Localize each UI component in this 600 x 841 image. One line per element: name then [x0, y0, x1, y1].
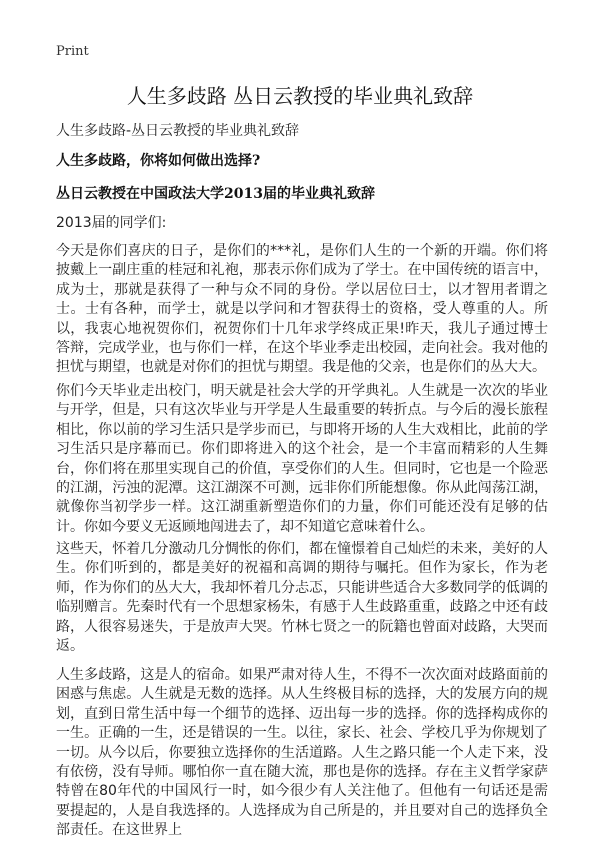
- question-heading: 人生多歧路，你将如何做出选择?: [56, 153, 261, 169]
- greeting-line: 2013届的同学们:: [56, 215, 167, 231]
- paragraph-4: 人生多歧路，这是人的宿命。如果严肃对待人生，不得不一次次面对歧路面前的困惑与焦虑。人生就是无数的选择。从人生终极目标的选择，大的发展方向的规划，直到日常生活中每一个细节的选择、迈出每一步的选择。你的选择构成你的一生。正确的一生，还是错误的一生。以往，家长、社会、学校几乎为你规划了一切。从今以后，你要独立选择你的生活道路。人生之路只能一个人走下来，没有依傍，没有导师。哪怕你一直在随大流，那也是你的选择。存在主义哲学家萨特曾在80年代的中国风行一时，如今很少有人关注他了。但他有一句话还是需要提起的，人是自我选择的。人选择成为自己所是的，并且要对自己的选择负全部责任。在这世界上: [56, 667, 548, 839]
- paragraph-3: 这些天，怀着几分激动几分惆怅的你们，都在憧憬着自己灿烂的未来，美好的人生。你们听到的，都是美好的祝福和高调的期待与嘱托。但作为家长，作为老师，作为你们的丛大大，我却怀着几分忐忑，只能讲些适合大多数同学的低调的临别赠言。先秦时代有一个思想家杨朱，有感于人生歧路重重，歧路之中还有歧路，人很容易迷失，于是放声大哭。竹林七贤之一的阮籍也曾面对歧路，大哭而返。: [56, 541, 548, 655]
- speech-heading: 丛日云教授在中国政法大学2013届的毕业典礼致辞: [56, 186, 375, 202]
- paragraph-2: 你们今天毕业走出校门，明天就是社会大学的开学典礼。人生就是一次次的毕业与开学，但是，只有这次毕业与开学是人生最重要的转折点。与今后的漫长旅程相比，你以前的学习生活只是学步而已，与即将开场的人生大戏相比，此前的学习生活只是序幕而已。你们即将进入的这个社会，是一个丰富而精彩的人生舞台，你们将在那里实现自己的价值，享受你们的人生。但同时，它也是一个险恶的江湖，污浊的泥潭。这江湖深不可测，远非你们所能想像。你从此闯荡江湖，就像你当初学步一样。这江湖重新塑造你们的力量，你们可能还没有足够的估计。你如今要义无返顾地闯进去了，却不知道它意味着什么。: [56, 383, 548, 535]
- paragraph-1: 今天是你们喜庆的日子，是你们的***礼，是你们人生的一个新的开端。你们将披戴上一副庄重的桂冠和礼袍，那表示你们成为了学士。在中国传统的语言中，成为士，那就是获得了一种与众不同的身份。学以居位曰士，以才智用者谓之士。士有各种，而学士，就是以学问和才智获得士的资格，受人尊重的人。所以，我衷心地祝贺你们，祝贺你们十几年求学终成正果!昨天，我儿子通过博士答辩，完成学业，也与你们一样，在这个毕业季走出校园，走向社会。我对他的担忧与期望，也就是对你们的担忧与期望。我是他的父亲，也是你们的丛大大。: [56, 243, 548, 376]
- article-title: 人生多歧路 丛日云教授的毕业典礼致辞: [126, 84, 474, 108]
- article-subtitle: 人生多歧路-丛日云教授的毕业典礼致辞: [56, 123, 300, 139]
- print-link[interactable]: Print: [56, 44, 89, 59]
